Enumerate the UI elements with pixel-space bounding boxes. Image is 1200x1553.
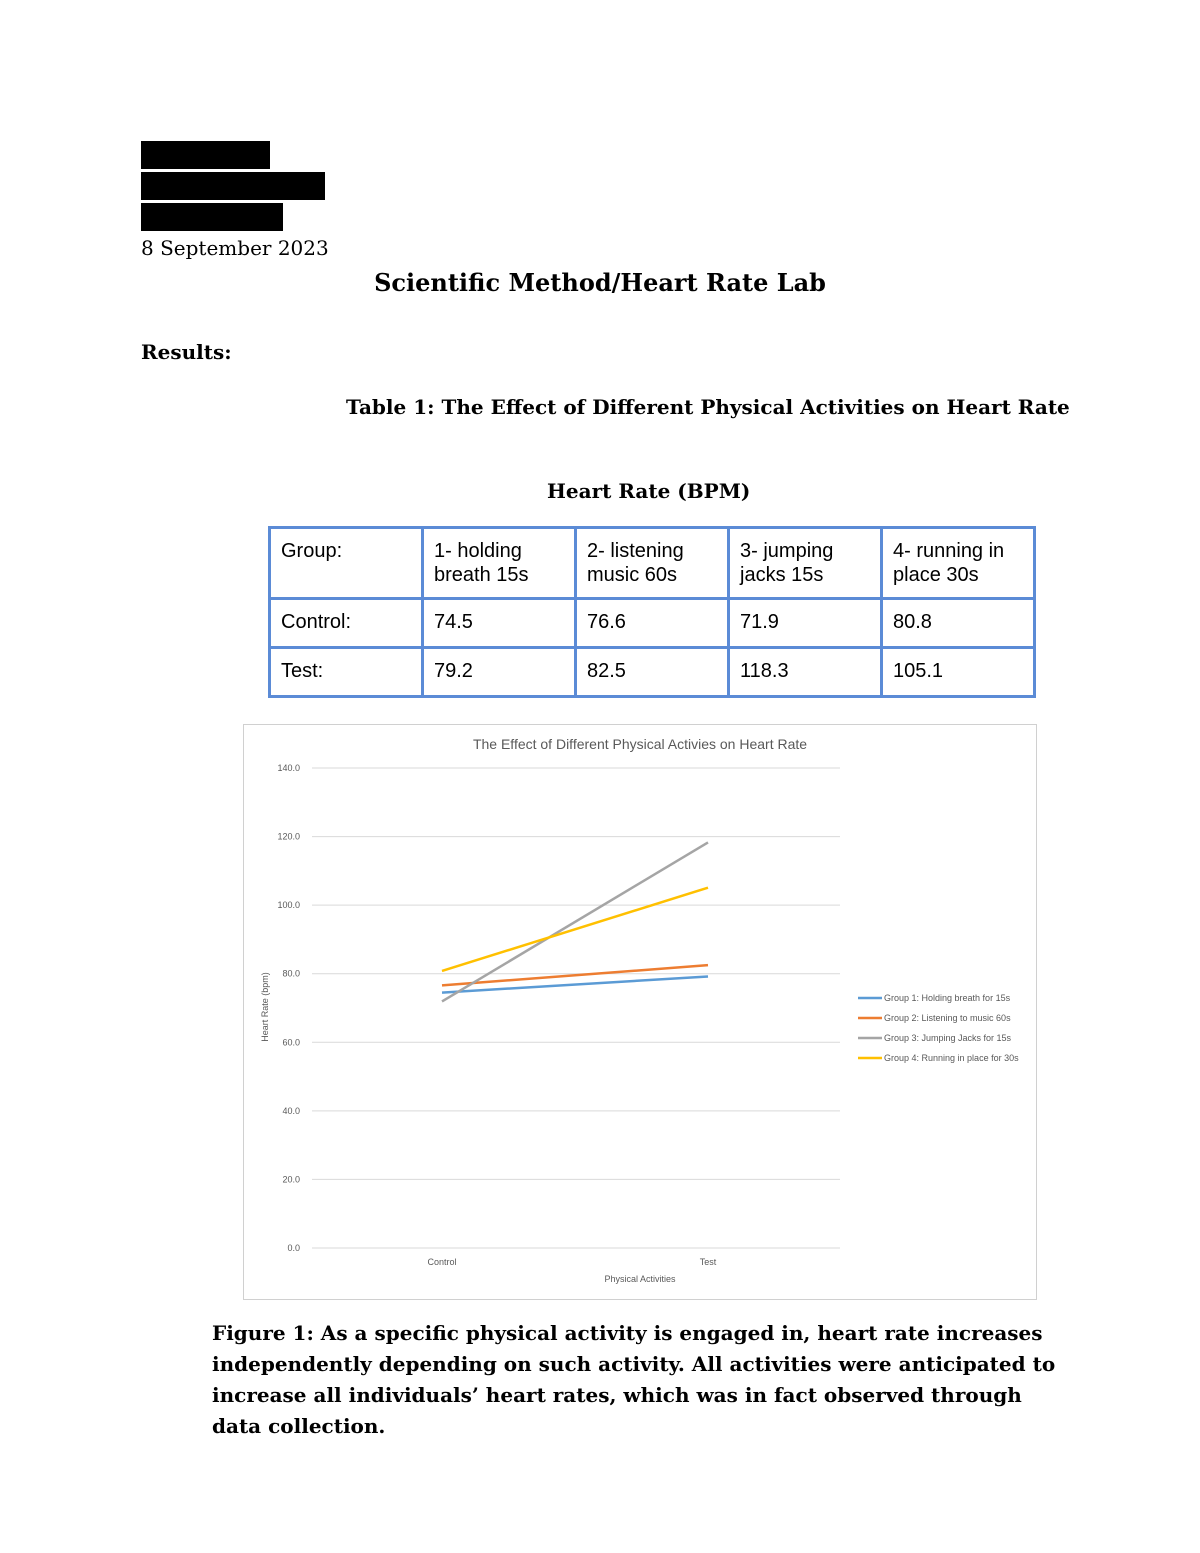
heart-rate-chart — [243, 724, 1037, 1300]
table-cell: 76.6 — [576, 599, 729, 648]
chart-y-ticks — [277, 763, 300, 1253]
chart-gridlines — [312, 768, 840, 1248]
chart-y-tick-label: 20.0 — [282, 1174, 300, 1185]
table-caption: Table 1: The Effect of Different Physical Activities on Heart Rate — [346, 395, 1070, 419]
chart-x-tick-label: Test — [699, 1257, 717, 1267]
legend-label: Group 3: Jumping Jacks for 15s — [884, 1033, 1012, 1043]
redacted-course — [141, 172, 325, 200]
legend-label: Group 4: Running in place for 30s — [884, 1053, 1019, 1063]
table-heading: Heart Rate (BPM) — [547, 479, 751, 503]
table-header-row — [270, 528, 1035, 599]
chart-y-tick-label: 80.0 — [282, 968, 300, 979]
chart-x-axis-label: Physical Activities — [604, 1274, 676, 1284]
chart-legend — [858, 993, 1019, 1063]
chart-y-tick-label: 120.0 — [277, 831, 300, 842]
table-row-test — [270, 648, 1035, 697]
table-cell: 118.3 — [729, 648, 882, 697]
figure-caption: Figure 1: As a specific physical activity is engaged in, heart rate increases independently depending on such activity. All activities were anticipated to increase all individuals’ heart rates, which was in fact observed through data collection. — [212, 1321, 1056, 1438]
chart-y-tick-label: 140.0 — [277, 763, 300, 773]
results-heading: Results: — [141, 340, 232, 364]
chart-x-tick-label: Control — [427, 1257, 457, 1267]
redacted-instructor — [141, 203, 283, 231]
redacted-name — [141, 141, 270, 169]
table-cell: 82.5 — [576, 648, 729, 697]
table-cell: 71.9 — [729, 599, 882, 648]
table-cell: 105.1 — [882, 648, 1035, 697]
legend-label: Group 1: Holding breath for 15s — [884, 993, 1011, 1003]
chart-y-tick-label: 100.0 — [277, 900, 300, 911]
table-header-cell: 1- holding breath 15s — [423, 528, 576, 599]
chart-series-line — [442, 888, 708, 971]
document-date: 8 September 2023 — [141, 236, 329, 260]
chart-title: The Effect of Different Physical Activies on Heart Rate — [472, 736, 808, 752]
table-header-cell: 2- listening music 60s — [576, 528, 729, 599]
table-cell: Control: — [270, 599, 423, 648]
table-cell: 74.5 — [423, 599, 576, 648]
table-header-cell: Group: — [270, 528, 423, 599]
chart-series-line — [442, 965, 708, 985]
chart-y-tick-label: 60.0 — [282, 1037, 300, 1048]
chart-series — [442, 842, 708, 1001]
chart-y-tick-label: 40.0 — [282, 1105, 300, 1116]
chart-canvas — [244, 725, 1036, 1299]
heart-rate-table — [268, 526, 1036, 698]
table-cell: Test: — [270, 648, 423, 697]
legend-label: Group 2: Listening to music 60s — [884, 1013, 1011, 1023]
table-row-control — [270, 599, 1035, 648]
document-title: Scientific Method/Heart Rate Lab — [374, 268, 826, 297]
chart-y-axis-label: Heart Rate (bpm) — [260, 972, 270, 1042]
table-header-cell: 4- running in place 30s — [882, 528, 1035, 599]
table-cell: 79.2 — [423, 648, 576, 697]
chart-x-ticks — [427, 1257, 716, 1267]
chart-y-tick-label: 0.0 — [287, 1243, 300, 1253]
table-header-cell: 3- jumping jacks 15s — [729, 528, 882, 599]
table-cell: 80.8 — [882, 599, 1035, 648]
